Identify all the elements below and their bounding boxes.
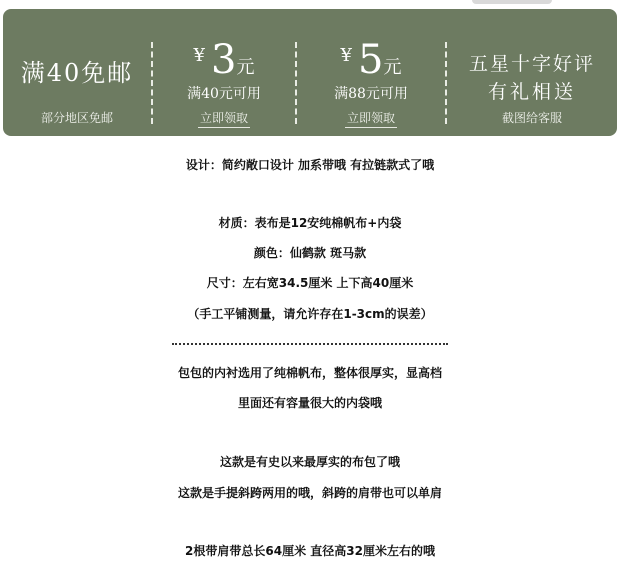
color-text: 颜色：仙鹤款 斑马款 [253,246,367,260]
currency-symbol: ¥ [340,45,352,66]
usage-text: 这款是手提斜跨两用的哦，斜跨的肩带也可以单肩 [177,486,442,500]
coupon-amount [297,37,445,83]
currency-symbol: ¥ [193,45,205,66]
top-decoration [472,0,552,4]
claim-coupon-3-button[interactable]: 立即领取 [198,109,250,128]
coupon-condition: 满40元可用 [187,86,261,102]
size-text: 尺寸：左右宽34.5厘米 上下高40厘米 [206,276,414,290]
review-reward: 有礼相送 [487,81,576,103]
measurement-note: （手工平铺测量，请允许存在1-3cm的误差） [187,307,433,321]
review-title: 五星十字好评 [468,53,595,75]
material-text: 材质：表布是12安纯棉帆布+内袋 [218,216,402,230]
coupon-condition: 满88元可用 [334,86,408,102]
claim-coupon-5-button[interactable]: 立即领取 [345,109,397,128]
free-shipping-title: 满40免邮 [20,59,134,87]
coupon-value: 5 [358,37,384,83]
free-shipping-block [3,9,151,136]
review-reward-block [447,9,617,136]
coupon-unit: 元 [383,57,402,78]
thickness-text: 这款是有史以来最厚实的布包了哦 [219,455,400,469]
coupon-3[interactable] [153,9,295,136]
design-text: 设计：简约敞口设计 加系带哦 有拉链款式了哦 [185,158,435,172]
coupon-value: 3 [211,37,237,83]
coupon-unit: 元 [236,57,255,78]
coupon-5[interactable] [297,9,445,136]
free-shipping-subtitle: 部分地区免邮 [40,111,113,125]
strap-text: 2根带肩带总长64厘米 直径高32厘米左右的哦 [185,544,435,558]
review-subtitle: 截图给客服 [501,111,562,125]
lining-text-2: 里面还有容量很大的内袋哦 [237,396,382,410]
lining-text-1: 包包的内衬选用了纯棉帆布，整体很厚实，显高档 [177,366,442,380]
promo-banner [3,9,617,136]
dotted-divider [172,343,448,345]
coupon-amount [153,37,295,83]
